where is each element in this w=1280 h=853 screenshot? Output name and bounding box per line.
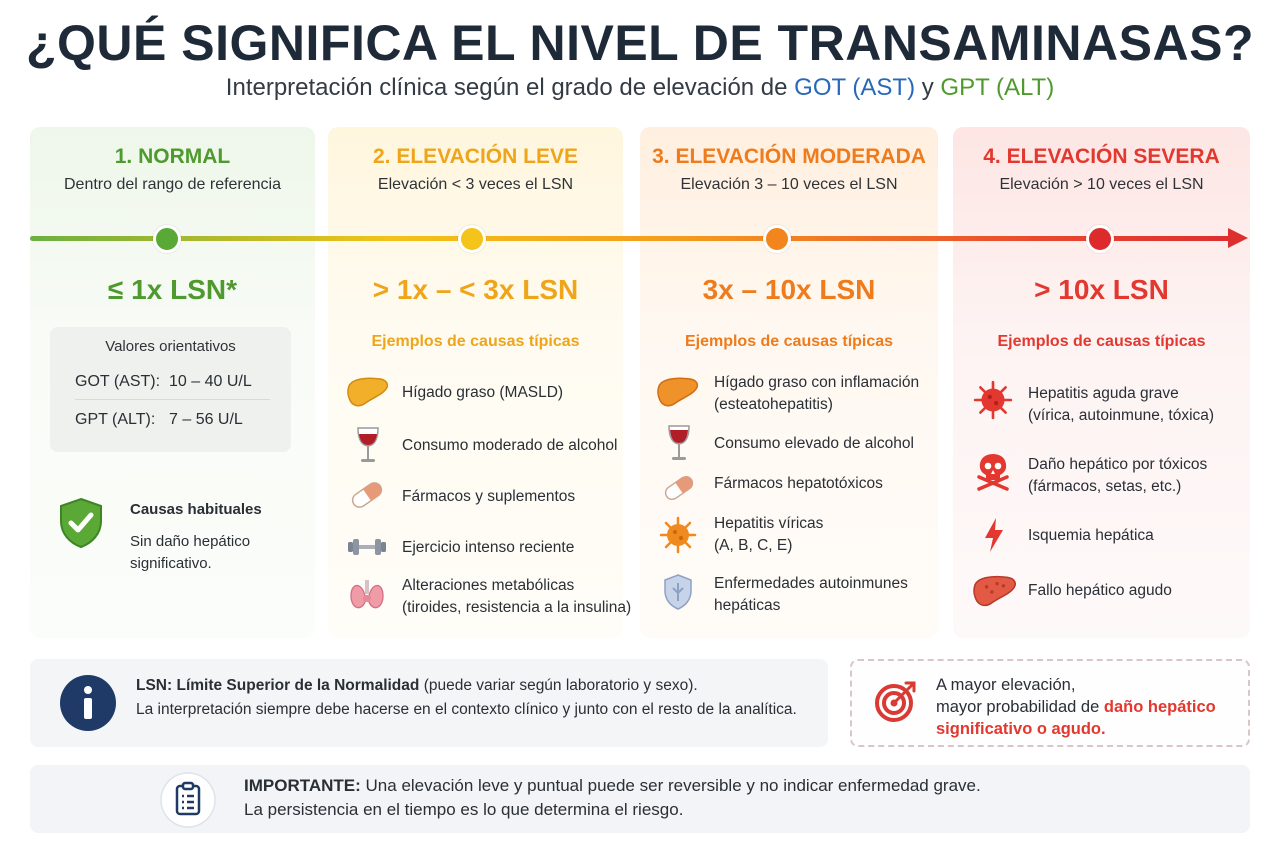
range-label: > 10x LSN <box>1034 274 1169 305</box>
page-subtitle <box>0 74 1280 102</box>
risk-note-text <box>936 674 1236 740</box>
causes-heading: Ejemplos de causas típicas <box>997 333 1206 350</box>
column-subtitle: Elevación > 10 veces el LSN <box>999 176 1204 193</box>
lsn-info-box <box>30 659 828 747</box>
dumbbell-icon <box>346 537 388 557</box>
virus-icon <box>658 515 698 555</box>
reference-value: 7 – 56 U/L <box>169 411 243 428</box>
liver-icon <box>656 376 700 408</box>
pill-icon <box>662 474 696 502</box>
column-title: 2. ELEVACIÓN LEVE <box>373 145 578 168</box>
skull-crossbones-icon <box>974 452 1012 492</box>
lsn-note: (puede variar según laboratorio y sexo). <box>423 677 698 694</box>
reference-heading: Valores orientativos <box>105 338 236 355</box>
timeline-dot-severa <box>1086 225 1114 253</box>
lsn-abbr: LSN: <box>136 677 173 694</box>
range-label: 3x – 10x LSN <box>702 274 876 305</box>
cause-item: Fármacos y suplementos <box>402 488 576 505</box>
lightning-icon <box>982 516 1006 554</box>
info-icon <box>59 674 117 732</box>
risk-line-1: A mayor elevación, <box>936 676 1076 694</box>
subtitle-got: GOT (AST) <box>794 74 916 101</box>
target-icon <box>874 679 918 723</box>
reference-label: GOT (AST): <box>75 373 161 390</box>
shield-icon <box>662 573 694 611</box>
causes-heading: Ejemplos de causas típicas <box>371 333 580 350</box>
cause-item: Alteraciones metabólicas <box>402 577 575 594</box>
timeline-arrow-icon <box>1228 228 1248 248</box>
thyroid-icon <box>348 578 386 614</box>
cause-item: Hígado graso con inflamación <box>714 374 920 391</box>
cause-item-detail: (vírica, autoinmune, tóxica) <box>1028 407 1215 424</box>
important-line-2: La persistencia en el tiempo es lo que determina el riesgo. <box>244 800 684 819</box>
usual-causes-heading: Causas habituales <box>130 501 262 518</box>
reference-value: 10 – 40 U/L <box>169 373 252 390</box>
cause-item-detail: (fármacos, setas, etc.) <box>1028 478 1182 495</box>
cause-item: Hepatitis víricas <box>714 515 824 532</box>
reference-label: GPT (ALT): <box>75 411 156 428</box>
subtitle-joiner: y <box>921 74 934 101</box>
timeline-dot-normal <box>153 225 181 253</box>
lsn-context-note: La interpretación siempre debe hacerse en el contexto clínico y junto con el resto de la analítica. <box>136 701 797 718</box>
risk-note-box <box>850 659 1250 747</box>
shield-check-icon <box>57 497 105 549</box>
important-note-box <box>30 765 1250 833</box>
cause-item: Fármacos hepatotóxicos <box>714 475 883 492</box>
range-label: ≤ 1x LSN* <box>108 274 237 305</box>
subtitle-gpt: GPT (ALT) <box>940 74 1055 101</box>
cause-item: Hepatitis aguda grave <box>1028 385 1179 402</box>
column-subtitle: Elevación 3 – 10 veces el LSN <box>680 176 898 193</box>
cause-item: Enfermedades autoinmunes <box>714 575 908 592</box>
cause-item: Daño hepático por tóxicos <box>1028 456 1208 473</box>
pill-icon <box>349 480 385 510</box>
severity-timeline <box>30 226 1254 250</box>
timeline-line <box>30 236 1230 241</box>
cause-item-detail: hepáticas <box>714 597 781 614</box>
subtitle-text: Interpretación clínica según el grado de elevación de <box>225 74 788 101</box>
timeline-dot-moderada <box>763 225 791 253</box>
reference-row-gpt <box>75 411 243 429</box>
clipboard-icon <box>160 772 216 828</box>
lsn-definition <box>136 677 698 695</box>
cause-item: Ejercicio intenso reciente <box>402 539 575 556</box>
risk-highlight: daño hepático significativo o agudo. <box>936 698 1216 738</box>
reference-values-box <box>50 327 291 452</box>
cause-item-detail: (tiroides, resistencia a la insulina) <box>402 599 632 616</box>
cause-item-detail: (A, B, C, E) <box>714 537 793 554</box>
column-title: 4. ELEVACIÓN SEVERA <box>983 145 1220 168</box>
range-label: > 1x – < 3x LSN <box>372 274 579 305</box>
damaged-liver-icon <box>972 574 1018 608</box>
page-title: ¿QUÉ SIGNIFICA EL NIVEL DE TRANSAMINASAS? <box>26 15 1254 71</box>
cause-item: Consumo elevado de alcohol <box>714 435 914 452</box>
column-subtitle: Elevación < 3 veces el LSN <box>377 176 574 193</box>
causes-heading: Ejemplos de causas típicas <box>684 333 894 350</box>
risk-line-2: mayor probabilidad de <box>936 698 1100 716</box>
column-title: 1. NORMAL <box>114 145 231 168</box>
column-title: 3. ELEVACIÓN MODERADA <box>652 145 926 168</box>
cause-item: Hígado graso (MASLD) <box>402 384 564 401</box>
usual-causes-line: significativo. <box>130 555 212 572</box>
cause-item-detail: (esteatohepatitis) <box>714 396 833 413</box>
important-line-1 <box>244 776 981 796</box>
reference-row-got <box>75 373 252 391</box>
lsn-full: Límite Superior de la Normalidad <box>176 677 420 694</box>
important-label: IMPORTANTE: <box>244 776 361 795</box>
wine-glass-icon <box>355 426 381 466</box>
divider <box>75 399 270 400</box>
liver-icon <box>346 376 390 408</box>
wine-glass-icon <box>666 424 692 464</box>
timeline-dot-leve <box>458 225 486 253</box>
column-subtitle: Dentro del rango de referencia <box>63 176 282 193</box>
cause-item: Fallo hepático agudo <box>1028 582 1172 599</box>
important-text: Una elevación leve y puntual puede ser reversible y no indicar enfermedad grave. <box>365 776 981 795</box>
cause-item: Consumo moderado de alcohol <box>402 437 618 454</box>
usual-causes-line: Sin daño hepático <box>130 533 251 550</box>
cause-item: Isquemia hepática <box>1028 527 1154 544</box>
virus-icon <box>972 379 1014 421</box>
